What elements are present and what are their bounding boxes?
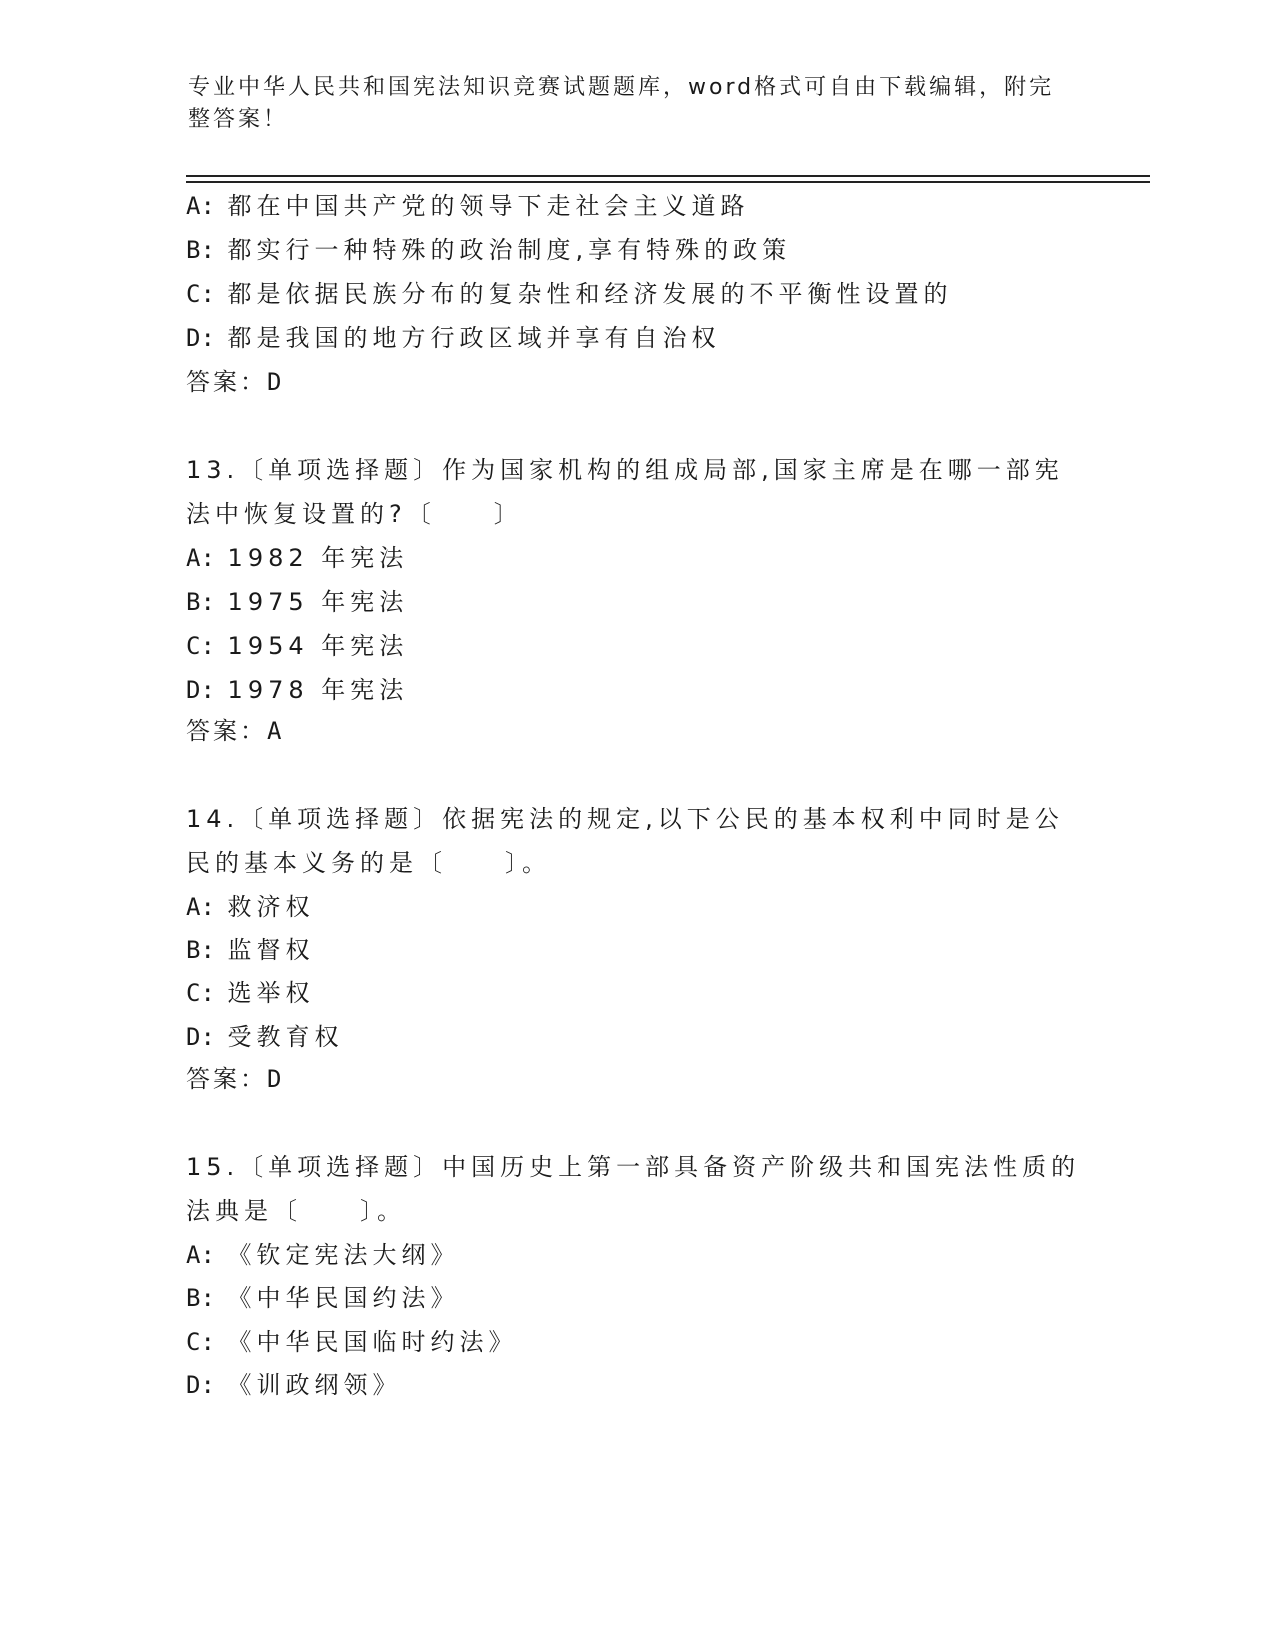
option-text: 1954 年宪法 (227, 632, 409, 660)
option-key: B: (186, 236, 215, 264)
q14-option-c (186, 978, 315, 1008)
option-text: 《训政纲领》 (227, 1371, 402, 1399)
option-text: 都在中国共产党的领导下走社会主义道路 (227, 192, 750, 220)
q13-option-a (186, 543, 408, 573)
option-key: A: (186, 893, 215, 921)
q14-answer (186, 1064, 281, 1094)
q15-option-b (186, 1283, 460, 1313)
option-text: 都实行一种特殊的政治制度,享有特殊的政策 (227, 236, 792, 264)
answer-label: 答案： (186, 368, 267, 396)
option-text: 都是我国的地方行政区域并享有自治权 (227, 324, 721, 352)
option-text: 《中华民国约法》 (227, 1284, 460, 1312)
q13-answer (186, 716, 281, 746)
option-key: A: (186, 1241, 215, 1269)
option-text: 选举权 (227, 979, 315, 1007)
option-key: B: (186, 1284, 215, 1312)
answer-label: 答案： (186, 1065, 267, 1093)
option-key: C: (186, 979, 215, 1007)
option-key: D: (186, 324, 215, 352)
q13-option-d (186, 675, 408, 705)
q12-option-d (186, 323, 721, 353)
q15-stem-line1: 15.〔单项选择题〕中国历史上第一部具备资产阶级共和国宪法性质的 (186, 1153, 1081, 1181)
q15-stem-line2: 法典是〔 〕。 (186, 1197, 406, 1225)
q13-stem-line1: 13.〔单项选择题〕作为国家机构的组成局部,国家主席是在哪一部宪 (186, 456, 1064, 484)
q14-option-b (186, 935, 315, 965)
q12-option-a (186, 191, 750, 221)
header-rule-bottom (186, 181, 1150, 183)
option-key: C: (186, 1328, 215, 1356)
option-key: A: (186, 192, 215, 220)
answer-value: A (267, 717, 282, 745)
header-rule-top (186, 175, 1150, 177)
q15-option-d (186, 1370, 402, 1400)
q12-option-c (186, 279, 953, 309)
document-header: 专业中华人民共和国宪法知识竞赛试题题库，word格式可自由下载编辑，附完整答案！ (188, 75, 1055, 132)
option-text: 《钦定宪法大纲》 (227, 1241, 460, 1269)
option-text: 救济权 (227, 893, 315, 921)
q13-option-b (186, 587, 408, 617)
q14-stem-line1: 14.〔单项选择题〕依据宪法的规定,以下公民的基本权利中同时是公 (186, 805, 1064, 833)
option-key: B: (186, 936, 215, 964)
option-text: 受教育权 (227, 1023, 344, 1051)
option-text: 1978 年宪法 (227, 676, 409, 704)
option-key: D: (186, 1371, 215, 1399)
option-key: A: (186, 544, 215, 572)
q14-option-a (186, 892, 315, 922)
option-text: 监督权 (227, 936, 315, 964)
q15-option-c (186, 1327, 518, 1357)
q13-option-c (186, 631, 408, 661)
option-key: D: (186, 676, 215, 704)
answer-label: 答案： (186, 717, 267, 745)
option-text: 1975 年宪法 (227, 588, 409, 616)
q14-stem-line2: 民的基本义务的是〔 〕。 (186, 849, 551, 877)
option-key: C: (186, 632, 215, 660)
option-text: 都是依据民族分布的复杂性和经济发展的不平衡性设置的 (227, 280, 953, 308)
option-text: 《中华民国临时约法》 (227, 1328, 518, 1356)
q12-answer (186, 367, 281, 397)
option-text: 1982 年宪法 (227, 544, 409, 572)
q14-option-d (186, 1022, 344, 1052)
option-key: B: (186, 588, 215, 616)
answer-value: D (267, 1065, 282, 1093)
q12-option-b (186, 235, 791, 265)
answer-value: D (267, 368, 282, 396)
option-key: C: (186, 280, 215, 308)
q15-option-a (186, 1240, 460, 1270)
option-key: D: (186, 1023, 215, 1051)
q13-stem-line2: 法中恢复设置的?〔 〕 (186, 500, 523, 528)
